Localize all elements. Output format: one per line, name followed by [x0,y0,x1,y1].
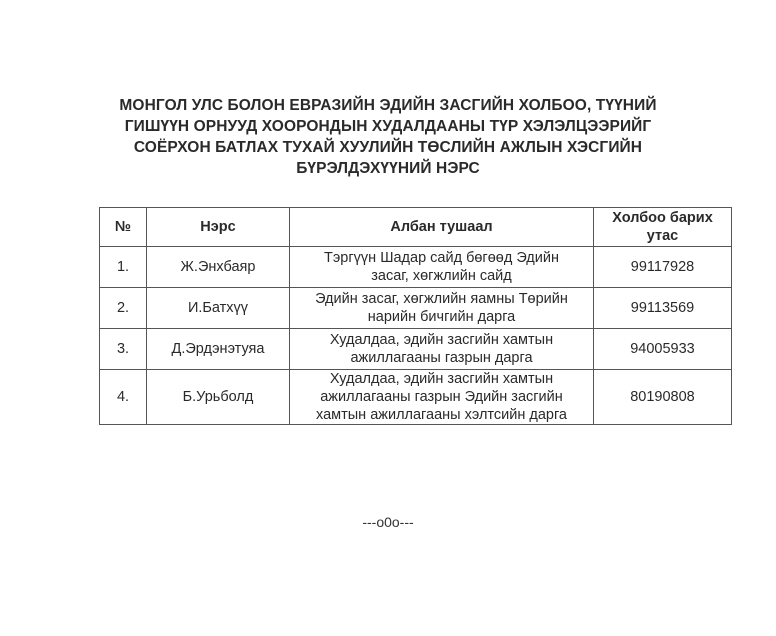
cell-position [290,329,594,370]
table-header-row [100,208,732,247]
position-line: Худалдаа, эдийн засгийн хамтын [329,332,554,348]
cell-number: 1. [100,247,147,288]
position-line: Эдийн засаг, хөгжлийн яамны Төрийн [315,291,568,307]
header-phone [594,208,732,247]
header-phone-line: утас [646,228,679,244]
end-mark: ---o0o--- [362,514,414,530]
table-row [100,329,732,370]
position-line: ажиллагааны газрын Эдийн засгийн [320,389,563,405]
title-line: БҮРЭЛДЭХҮҮНИЙ НЭРС [296,160,480,177]
position-line: засаг, хөгжлийн сайд [371,268,512,284]
header-number: № [100,208,147,247]
header-phone-line: Холбоо барих [612,210,713,226]
table-row [100,288,732,329]
position-line: ажиллагааны газрын дарга [350,350,533,366]
cell-phone: 99113569 [594,288,732,329]
cell-number: 3. [100,329,147,370]
title-line: МОНГОЛ УЛС БОЛОН ЕВРАЗИЙН ЭДИЙН ЗАСГИЙН ХОЛБОО, ТҮҮНИЙ [119,97,657,114]
position-line: Худалдаа, эдийн засгийн хамтын [329,371,554,387]
cell-phone: 94005933 [594,329,732,370]
cell-number: 2. [100,288,147,329]
cell-position [290,288,594,329]
position-line: Тэргүүн Шадар сайд бөгөөд Эдийн [324,250,559,266]
cell-name: Д.Эрдэнэтуяа [147,329,290,370]
cell-position [290,247,594,288]
title-line: ГИШҮҮН ОРНУУД ХООРОНДЫН ХУДАЛДААНЫ ТҮР ХЭЛЭЛЦЭЭРИЙГ [124,118,652,135]
document-title [80,95,696,179]
position-line: нарийн бичгийн дарга [367,309,516,325]
title-line: СОЁРХОН БАТЛАХ ТУХАЙ ХУУЛИЙН ТӨСЛИЙН АЖЛЫН ХЭСГИЙН [133,139,643,156]
header-name: Нэрс [147,208,290,247]
cell-position [290,370,594,425]
cell-number: 4. [100,370,147,425]
table-row [100,370,732,425]
header-position: Албан тушаал [290,208,594,247]
cell-phone: 99117928 [594,247,732,288]
cell-phone: 80190808 [594,370,732,425]
position-line: хамтын ажиллагааны хэлтсийн дарга [315,407,567,423]
cell-name: Б.Урьболд [147,370,290,425]
cell-name: И.Батхүү [147,288,290,329]
table-row [100,247,732,288]
members-table [99,207,732,425]
cell-name: Ж.Энхбаяр [147,247,290,288]
